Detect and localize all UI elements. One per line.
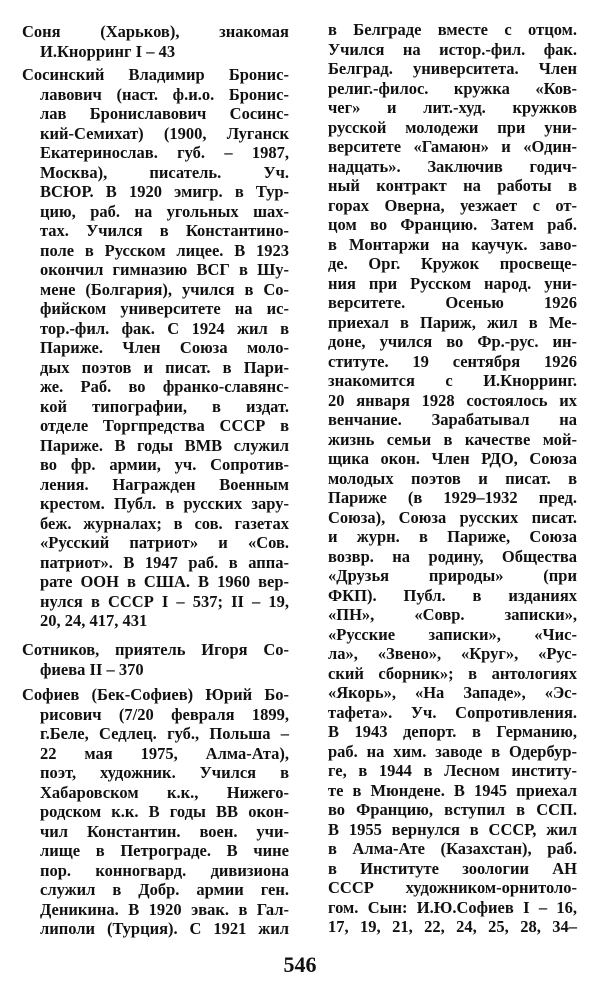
entry-text-line: родском к.к. В годы ВВ окон-	[40, 802, 289, 821]
entry-text-line: г.Беле, Седлец. губ., Польша –	[40, 724, 289, 743]
entry-text-line: патриот». В 1947 раб. в аппа-	[40, 552, 289, 572]
entry-text-line: во Францию, вступил в ССП.	[328, 800, 577, 819]
entry-text-line: «ПН», «Совр. записки»,	[328, 605, 577, 624]
entry-text-line: раб. на хим. заводе в Одербур-	[328, 741, 577, 761]
entry-text-line: поэт, художник. Учился в	[40, 763, 289, 782]
entry-text-line: фийском университете на ис-	[40, 299, 289, 318]
entry-text-line: Хабаровском к.к., Нижего-	[40, 782, 289, 802]
entry-text-line: Париже. В годы ВМВ служил	[40, 435, 289, 455]
entry-text-line: рисович (7/20 февраля 1899,	[40, 704, 289, 724]
entry-text-line: Союза), Союза русских писат.	[328, 507, 577, 527]
entry-text-line: во фр. армии, уч. Сопротив-	[40, 455, 289, 474]
entry-text-line: 17, 19, 21, 22, 24, 25, 28, 34–	[328, 917, 577, 936]
entry-text-line: фиева II – 370	[40, 659, 144, 679]
entry-text-line: горах Оверна, уезжает с от-	[328, 195, 577, 215]
entry-text-line: окончил гимназию ВСГ в Шу-	[40, 260, 289, 279]
entry-text-line: ления. Награжден Военным	[40, 474, 289, 494]
entry-text-line: и журн. в Париже, Союза	[328, 527, 577, 546]
entry-text-line: дых поэтов и писат. в Пари-	[40, 357, 289, 377]
entry-text-line: приехал в Париж, жил в Ме-	[328, 312, 577, 332]
entry-text-line: 20 января 1928 состоялось их	[328, 390, 577, 410]
index-entry	[22, 65, 289, 631]
entry-text-line: Москва), писатель. Уч.	[40, 162, 289, 182]
entry-text-line: ВСЮР. В 1920 эмигр. в Тур-	[40, 182, 289, 201]
entry-text-line: лище в Петрограде. В чине	[40, 841, 289, 860]
entry-text-line: «Русские записки», «Чис-	[328, 624, 577, 644]
entry-text-line: поле в Русском лицее. В 1923	[40, 240, 289, 260]
entry-text-line: Париже. Член Союза моло-	[40, 338, 289, 357]
entry-text-line: чег» и лит.-худ. кружков	[328, 98, 577, 117]
index-entry	[22, 640, 289, 679]
entry-text-line: верситете «Гамаюн» и «Один-	[328, 137, 577, 156]
entry-text-line: молодых поэтов и писат. в	[328, 468, 577, 488]
entry-text-line: Париже (в 1929–1932 пред.	[328, 488, 577, 507]
entry-text-line: же. Раб. во франко-славянс-	[40, 377, 289, 396]
entry-text-line: 20, 24, 417, 431	[40, 611, 148, 630]
entry-text-line: рате ООН в США. В 1960 вер-	[40, 572, 289, 591]
entry-text-line: ституте. 19 сентября 1926	[328, 351, 577, 371]
entry-text-line: мене (Болгария), учился в Со-	[40, 279, 289, 299]
entry-heading-line: Соня (Харьков), знакомая	[22, 22, 289, 41]
entry-text-line: доне, учился во Фр.-рус. ин-	[328, 332, 577, 351]
entry-text-line: Учился на истор.-фил. фак.	[328, 39, 577, 59]
entry-text-line: цом во Францию. Затем раб.	[328, 215, 577, 234]
entry-text-line: кой типографии, в издат.	[40, 396, 289, 416]
entry-text-line: ния при Русском народ. уни-	[328, 273, 577, 293]
entry-text-line: ный контракт на работы в	[328, 176, 577, 195]
entry-text-line: В 1955 вернулся в СССР, жил	[328, 819, 577, 839]
entry-text-line: отделе Торгпредства СССР в	[40, 416, 289, 435]
entry-text-line: Екатеринослав. губ. – 1987,	[40, 143, 289, 162]
entry-text-line: щика окон. Член РДО, Союза	[328, 449, 577, 468]
entry-text-line: надцать». Заключив годич-	[328, 156, 577, 176]
entry-text-line: возвр. на родину, Общества	[328, 546, 577, 566]
entry-text-line: нулся в СССР I – 537; II – 19,	[40, 591, 289, 611]
entry-text-line: жизнь семьи в качестве мой-	[328, 429, 577, 449]
entry-text-line: цию, раб. на угольных шах-	[40, 201, 289, 221]
entry-heading-line: Софиев (Бек-Софиев) Юрий Бо-	[22, 685, 289, 704]
entry-heading-line: Сосинский Владимир Бронис-	[22, 65, 289, 84]
entry-text-line: в Белграде вместе с отцом.	[328, 20, 577, 39]
entry-text-line: в Монтаржи на каучук. заво-	[328, 234, 577, 254]
entry-text-line: В 1943 депорт. в Германию,	[328, 722, 577, 741]
entry-text-line: «Друзья природы» (при	[328, 566, 577, 585]
entry-text-line: СССР художником-орнитоло-	[328, 878, 577, 897]
entry-text-line: Белград. университета. Член	[328, 59, 577, 78]
page-number: 546	[283, 952, 317, 977]
entry-text-line: 22 мая 1975, Алма-Ата),	[40, 743, 289, 763]
index-entry-continuation	[328, 20, 577, 937]
entry-text-line: тор.-фил. фак. С 1924 жил в	[40, 318, 289, 338]
entry-text-line: «Русский патриот» и «Сов.	[40, 533, 289, 552]
entry-text-line: верситете. Осенью 1926	[328, 293, 577, 312]
entry-text-line: в Алма-Ате (Казахстан), раб.	[328, 839, 577, 858]
entry-text-line: русской молодежи при уни-	[328, 117, 577, 137]
entry-text-line: чил Константин. воен. учи-	[40, 821, 289, 841]
entry-text-line: тафета». Уч. Сопротивления.	[328, 702, 577, 722]
entry-text-line: те в Мюндене. В 1945 приехал	[328, 780, 577, 800]
entry-text-line: ге, в 1944 в Лесном институ-	[328, 761, 577, 780]
entry-text-line: пор. конногвард. дивизиона	[40, 860, 289, 880]
index-entry	[22, 685, 289, 939]
entry-text-line: венчание. Зарабатывал на	[328, 410, 577, 429]
entry-heading-line: Сотников, приятель Игоря Со-	[22, 640, 289, 659]
entry-text-line: ла», «Звено», «Круг», «Рус-	[328, 644, 577, 663]
entry-text-line: знакомится с И.Кнорринг.	[328, 371, 577, 390]
entry-text-line: служил в Добр. армии ген.	[40, 880, 289, 899]
entry-text-line: «Якорь», «На Западе», «Эс-	[328, 683, 577, 702]
entry-text-line: лавович (наст. ф.и.о. Бронис-	[40, 84, 289, 104]
entry-text-line: липоли (Турция). С 1921 жил	[40, 919, 289, 938]
entry-text-line: де. Орг. Кружок просвеще-	[328, 254, 577, 273]
entry-text-line: гом. Сын: И.Ю.Софиев I – 16,	[328, 897, 577, 917]
entry-text-line: ФКП). Публ. в изданиях	[328, 585, 577, 605]
entry-text-line: тах. Учился в Константино-	[40, 221, 289, 240]
entry-text-line: религ.-филос. кружка «Ков-	[328, 78, 577, 98]
entry-text-line: крестом. Публ. в русских зару-	[40, 494, 289, 513]
index-entry	[22, 22, 289, 61]
entry-text-line: Деникина. В 1920 эвак. в Гал-	[40, 899, 289, 919]
entry-text-line: в Институте зоологии АН	[328, 858, 577, 878]
entry-text-line: кий-Семихат) (1900, Луганск	[40, 123, 289, 143]
entry-text-line: беж. журналах; в сов. газетах	[40, 513, 289, 533]
entry-text-line: И.Кнорринг I – 43	[40, 41, 176, 61]
entry-text-line: лав Брониславович Сосинс-	[40, 104, 289, 123]
entry-text-line: ский сборник»; в антологиях	[328, 663, 577, 683]
